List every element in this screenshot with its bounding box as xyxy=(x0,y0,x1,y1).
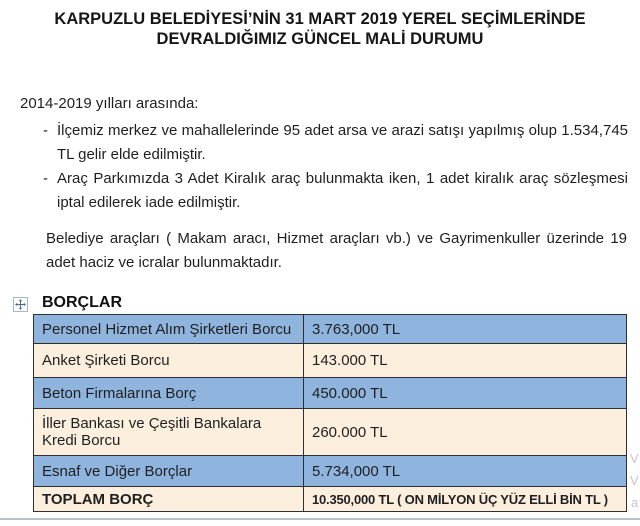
bullet-marker: - xyxy=(43,122,48,139)
debt-value-cell: 3.763,000 TL xyxy=(304,315,627,344)
debt-label-cell: Anket Şirketi Borcu xyxy=(34,344,304,378)
debt-value-cell: 5.734,000 TL xyxy=(304,456,627,487)
table-row xyxy=(34,378,627,409)
table-row xyxy=(34,344,627,378)
table-row xyxy=(34,315,627,344)
debt-label-cell: Beton Firmalarına Borç xyxy=(34,378,304,409)
table-row-total xyxy=(34,487,627,512)
page-bottom-divider xyxy=(0,518,640,520)
bullet-list xyxy=(43,119,628,215)
debts-heading-label: BORÇLAR xyxy=(42,294,122,311)
debts-table xyxy=(33,314,627,512)
page-title-line2: DEVRALDIĞIMIZ GÜNCEL MALİ DURUMU xyxy=(156,30,484,48)
debt-value-cell: 260.000 TL xyxy=(304,409,627,456)
total-label-cell: TOPLAM BORÇ xyxy=(34,487,304,512)
watermark-fragment: a xyxy=(631,495,639,510)
intro-text: 2014-2019 yılları arasında: xyxy=(20,95,199,112)
debt-value-cell: 143.000 TL xyxy=(304,344,627,378)
page-title-line1: KARPUZLU BELEDİYESİ’NİN 31 MART 2019 YEREL SEÇİMLERİNDE xyxy=(54,10,586,28)
total-value-cell: 10.350,000 TL ( ON MİLYON ÜÇ YÜZ ELLİ BİN TL ) xyxy=(304,487,627,512)
debts-heading xyxy=(42,294,640,312)
page-title xyxy=(0,0,640,49)
debt-label-cell: Esnaf ve Diğer Borçlar xyxy=(34,456,304,487)
bullet-marker: - xyxy=(43,170,48,187)
bullet-text: Araç Parkımızda 3 Adet Kiralık araç bulunmakta iken, 1 adet kiralık araç sözleşmesi iptal edilerek iade edilmiştir. xyxy=(57,170,628,211)
table-row xyxy=(34,456,627,487)
bullet-text: İlçemiz merkez ve mahallelerinde 95 adet arsa ve arazi satışı yapılmış olup 1.534,745 TL gelir elde edilmiştir. xyxy=(57,122,628,163)
watermark-fragment: V xyxy=(630,473,639,488)
four-way-arrow-icon xyxy=(15,299,26,310)
table-move-handle-icon[interactable] xyxy=(13,297,28,312)
watermark-fragment: V xyxy=(630,451,639,466)
debt-label-cell: Personel Hizmet Alım Şirketleri Borcu xyxy=(34,315,304,344)
table-row xyxy=(34,409,627,456)
debt-label-cell: İller Bankası ve Çeşitli Bankalara Kredi Borcu xyxy=(34,409,304,456)
body-paragraph: Belediye araçları ( Makam aracı, Hizmet araçları vb.) ve Gayrimenkuller üzerinde 19 adet haciz ve icralar bulunmaktadır. xyxy=(46,230,627,271)
debt-value-cell: 450.000 TL xyxy=(304,378,627,409)
list-item xyxy=(43,167,628,215)
list-item xyxy=(43,119,628,167)
